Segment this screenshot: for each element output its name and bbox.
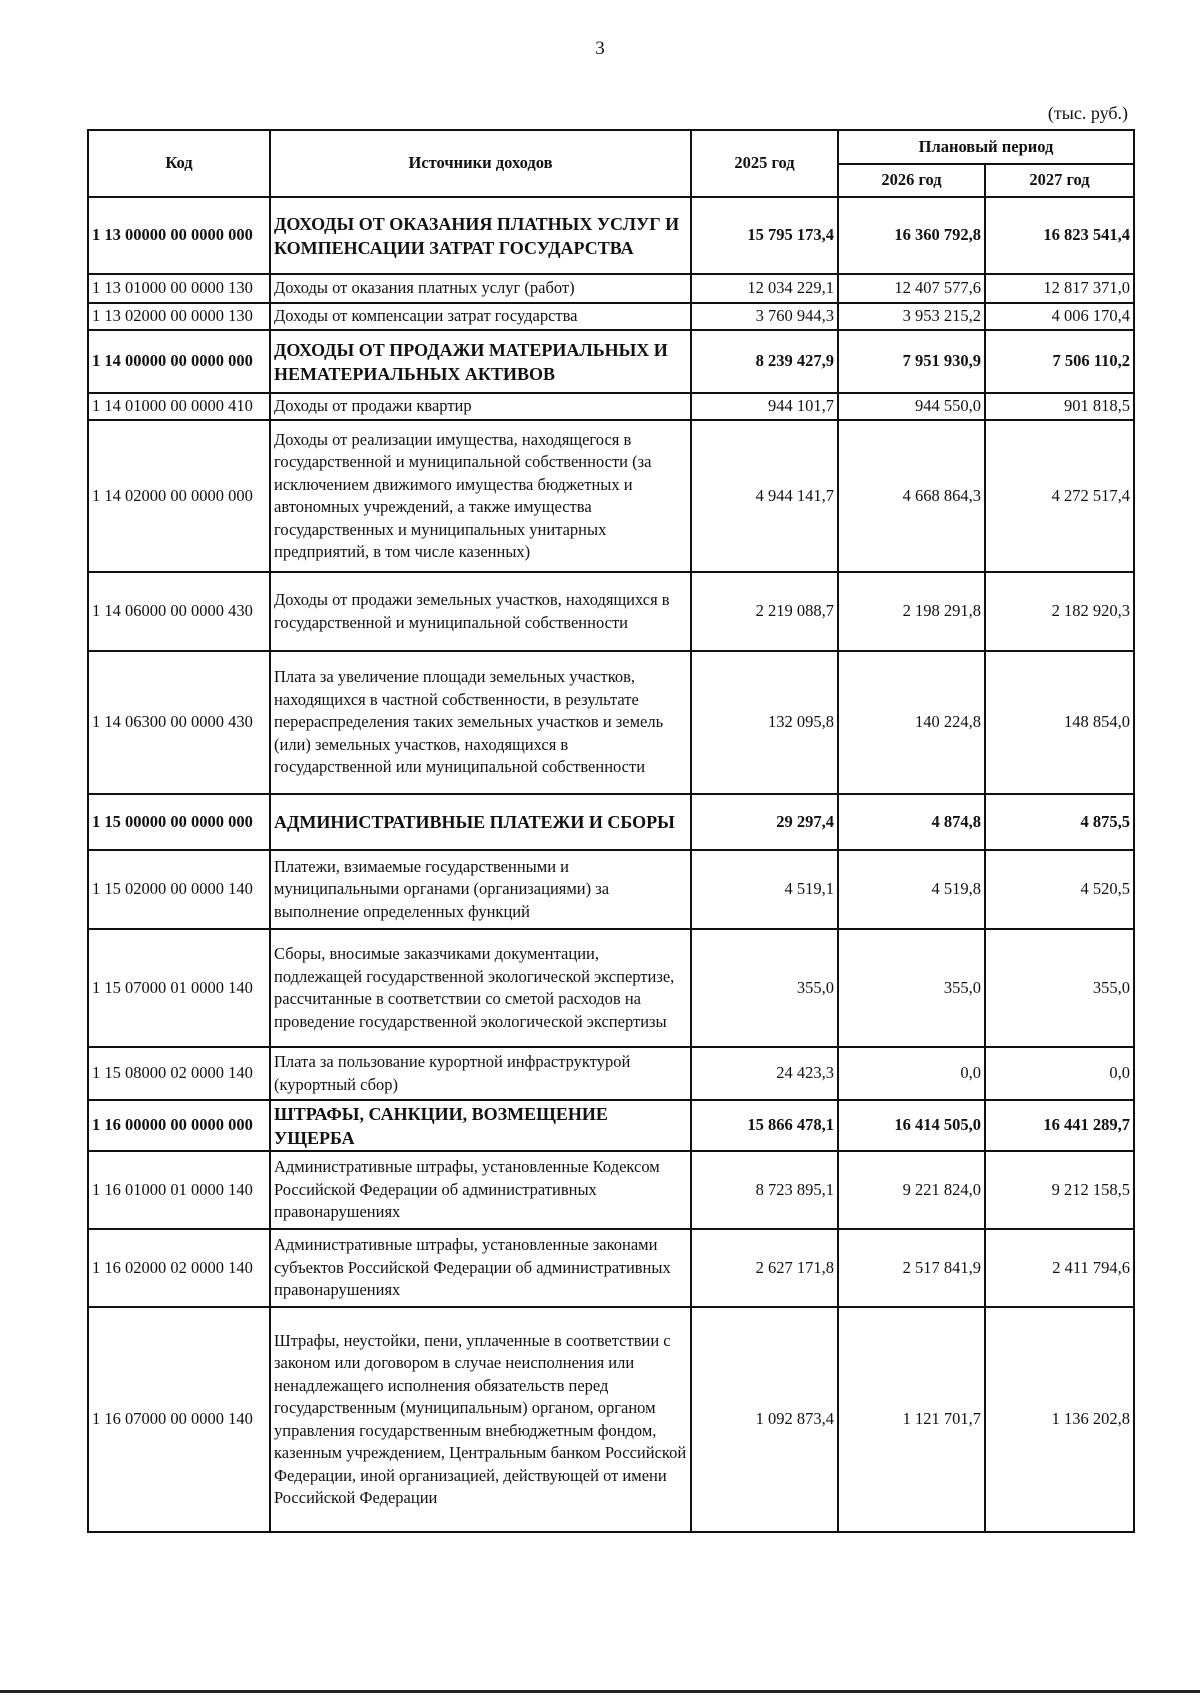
row-value-2025: 24 423,3 [691, 1047, 838, 1100]
row-value-2026: 2 198 291,8 [838, 572, 985, 651]
row-source-name: Доходы от реализации имущества, находящегося в государственной и муниципальной собственности (за исключением движимого имущества бюджетных и автономных учреждений, а также имущества государственных и муниципальных унитарных предприятий, в том числе казенных) [270, 420, 691, 572]
row-value-2027: 2 182 920,3 [985, 572, 1134, 651]
row-code: 1 13 02000 00 0000 130 [88, 303, 270, 330]
row-source-name: АДМИНИСТРАТИВНЫЕ ПЛАТЕЖИ И СБОРЫ [270, 794, 691, 850]
table-body [88, 197, 1134, 1532]
table-row [88, 303, 1134, 330]
row-value-2025: 15 795 173,4 [691, 197, 838, 274]
row-source-name: Сборы, вносимые заказчиками документации, подлежащей государственной экологической экспертизе, рассчитанные в соответствии со сметой расходов на проведение государственной экологической экспертизы [270, 929, 691, 1047]
row-value-2027: 16 441 289,7 [985, 1100, 1134, 1151]
table-row [88, 794, 1134, 850]
row-value-2025: 8 239 427,9 [691, 330, 838, 393]
page-bottom-rule [0, 1690, 1200, 1693]
row-code: 1 14 06300 00 0000 430 [88, 651, 270, 794]
row-value-2025: 15 866 478,1 [691, 1100, 838, 1151]
row-value-2025: 944 101,7 [691, 393, 838, 420]
row-source-name: Административные штрафы, установленные Кодексом Российской Федерации об административных правонарушениях [270, 1151, 691, 1229]
row-value-2027: 4 875,5 [985, 794, 1134, 850]
row-value-2027: 355,0 [985, 929, 1134, 1047]
table-row [88, 393, 1134, 420]
row-source-name: ДОХОДЫ ОТ ОКАЗАНИЯ ПЛАТНЫХ УСЛУГ И КОМПЕНСАЦИИ ЗАТРАТ ГОСУДАРСТВА [270, 197, 691, 274]
row-value-2027: 4 520,5 [985, 850, 1134, 929]
row-code: 1 16 02000 02 0000 140 [88, 1229, 270, 1307]
row-source-name: ШТРАФЫ, САНКЦИИ, ВОЗМЕЩЕНИЕ УЩЕРБА [270, 1100, 691, 1151]
row-value-2027: 4 272 517,4 [985, 420, 1134, 572]
row-value-2026: 4 874,8 [838, 794, 985, 850]
row-value-2025: 4 944 141,7 [691, 420, 838, 572]
row-source-name: Доходы от продажи квартир [270, 393, 691, 420]
row-source-name: ДОХОДЫ ОТ ПРОДАЖИ МАТЕРИАЛЬНЫХ И НЕМАТЕРИАЛЬНЫХ АКТИВОВ [270, 330, 691, 393]
row-source-name: Административные штрафы, установленные законами субъектов Российской Федерации об административных правонарушениях [270, 1229, 691, 1307]
header-year-2027: 2027 год [985, 164, 1134, 197]
row-source-name: Штрафы, неустойки, пени, уплаченные в соответствии с законом или договором в случае неисполнения или ненадлежащего исполнения обязательств перед государственным (муниципальным) органом, органом управления государственным внебюджетным фондом, казенным учреждением, Центральным банком Российской Федерации, иной организацией, действующей от имени Российской Федерации [270, 1307, 691, 1532]
table-row [88, 929, 1134, 1047]
row-code: 1 16 01000 01 0000 140 [88, 1151, 270, 1229]
table-row [88, 572, 1134, 651]
row-code: 1 16 00000 00 0000 000 [88, 1100, 270, 1151]
table-row [88, 850, 1134, 929]
row-value-2025: 4 519,1 [691, 850, 838, 929]
header-code: Код [88, 130, 270, 197]
row-value-2025: 132 095,8 [691, 651, 838, 794]
row-code: 1 15 00000 00 0000 000 [88, 794, 270, 850]
row-value-2027: 901 818,5 [985, 393, 1134, 420]
row-value-2026: 4 519,8 [838, 850, 985, 929]
row-value-2026: 4 668 864,3 [838, 420, 985, 572]
row-source-name: Доходы от продажи земельных участков, находящихся в государственной и муниципальной собственности [270, 572, 691, 651]
row-value-2026: 944 550,0 [838, 393, 985, 420]
row-value-2027: 0,0 [985, 1047, 1134, 1100]
row-value-2025: 2 219 088,7 [691, 572, 838, 651]
row-source-name: Доходы от оказания платных услуг (работ) [270, 274, 691, 303]
header-source: Источники доходов [270, 130, 691, 197]
row-code: 1 14 00000 00 0000 000 [88, 330, 270, 393]
row-code: 1 13 01000 00 0000 130 [88, 274, 270, 303]
row-code: 1 14 06000 00 0000 430 [88, 572, 270, 651]
row-code: 1 14 02000 00 0000 000 [88, 420, 270, 572]
table-row [88, 274, 1134, 303]
table-header [88, 130, 1134, 197]
row-value-2026: 355,0 [838, 929, 985, 1047]
table-row [88, 1307, 1134, 1532]
table-row [88, 197, 1134, 274]
row-code: 1 14 01000 00 0000 410 [88, 393, 270, 420]
revenue-table [87, 129, 1135, 1533]
table-row [88, 651, 1134, 794]
row-value-2027: 12 817 371,0 [985, 274, 1134, 303]
row-value-2025: 355,0 [691, 929, 838, 1047]
row-value-2025: 3 760 944,3 [691, 303, 838, 330]
row-value-2025: 2 627 171,8 [691, 1229, 838, 1307]
table-row [88, 1100, 1134, 1151]
row-code: 1 13 00000 00 0000 000 [88, 197, 270, 274]
header-year-2025: 2025 год [691, 130, 838, 197]
header-year-2026: 2026 год [838, 164, 985, 197]
row-value-2026: 0,0 [838, 1047, 985, 1100]
row-value-2027: 2 411 794,6 [985, 1229, 1134, 1307]
row-source-name: Доходы от компенсации затрат государства [270, 303, 691, 330]
row-value-2027: 16 823 541,4 [985, 197, 1134, 274]
row-value-2027: 1 136 202,8 [985, 1307, 1134, 1532]
row-code: 1 16 07000 00 0000 140 [88, 1307, 270, 1532]
row-value-2026: 2 517 841,9 [838, 1229, 985, 1307]
row-value-2025: 1 092 873,4 [691, 1307, 838, 1532]
row-code: 1 15 07000 01 0000 140 [88, 929, 270, 1047]
row-source-name: Плата за пользование курортной инфраструктурой (курортный сбор) [270, 1047, 691, 1100]
table-row [88, 420, 1134, 572]
row-value-2027: 9 212 158,5 [985, 1151, 1134, 1229]
row-value-2026: 1 121 701,7 [838, 1307, 985, 1532]
row-code: 1 15 02000 00 0000 140 [88, 850, 270, 929]
page-number: 3 [595, 38, 605, 59]
row-value-2026: 12 407 577,6 [838, 274, 985, 303]
table-row [88, 1047, 1134, 1100]
units-label: (тыс. руб.) [1047, 103, 1128, 123]
row-value-2026: 16 360 792,8 [838, 197, 985, 274]
row-value-2027: 4 006 170,4 [985, 303, 1134, 330]
row-source-name: Платежи, взимаемые государственными и муниципальными органами (организациями) за выполнение определенных функций [270, 850, 691, 929]
row-value-2026: 9 221 824,0 [838, 1151, 985, 1229]
row-value-2026: 3 953 215,2 [838, 303, 985, 330]
table-row [88, 330, 1134, 393]
header-plan-period: Плановый период [838, 130, 1134, 164]
row-value-2025: 29 297,4 [691, 794, 838, 850]
row-value-2026: 7 951 930,9 [838, 330, 985, 393]
row-value-2026: 140 224,8 [838, 651, 985, 794]
row-code: 1 15 08000 02 0000 140 [88, 1047, 270, 1100]
row-value-2027: 7 506 110,2 [985, 330, 1134, 393]
row-value-2025: 12 034 229,1 [691, 274, 838, 303]
table-row [88, 1151, 1134, 1229]
row-value-2025: 8 723 895,1 [691, 1151, 838, 1229]
row-source-name: Плата за увеличение площади земельных участков, находящихся в частной собственности, в результате перераспределения таких земельных участков и земель (или) земельных участков, находящихся в государственной или муниципальной собственности [270, 651, 691, 794]
row-value-2027: 148 854,0 [985, 651, 1134, 794]
table-row [88, 1229, 1134, 1307]
row-value-2026: 16 414 505,0 [838, 1100, 985, 1151]
